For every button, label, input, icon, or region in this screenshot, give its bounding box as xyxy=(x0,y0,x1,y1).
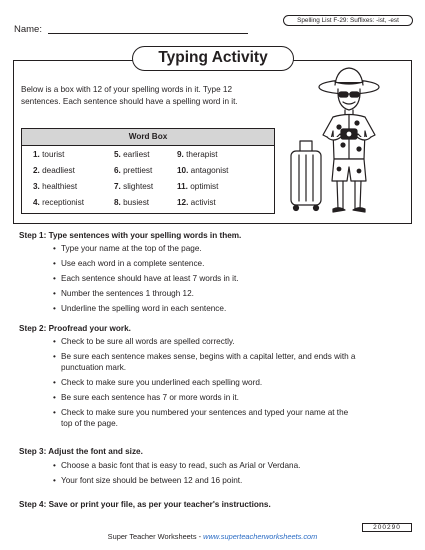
step-3-bullet: • Your font size should be between 12 and 16 point. xyxy=(61,475,391,486)
worksheet-code: 200290 xyxy=(362,523,412,532)
word-box-title: Word Box xyxy=(22,129,274,146)
step-1-bullet: • Number the sentences 1 through 12. xyxy=(61,288,391,299)
step-2-bullet: • Check to make sure you underlined each spelling word. xyxy=(61,377,391,388)
step-1-bullet: • Underline the spelling word in each sentence. xyxy=(61,303,391,314)
step-1-bullet: • Use each word in a complete sentence. xyxy=(61,258,391,269)
word-item: 4. receptionist xyxy=(33,198,84,207)
tourist-illustration xyxy=(283,63,405,221)
footer-text: Super Teacher Worksheets - xyxy=(107,532,204,541)
step-3-heading: Step 3: Adjust the font and size. xyxy=(19,447,143,456)
step-2-heading: Step 2: Proofread your work. xyxy=(19,324,131,333)
name-line xyxy=(48,33,248,34)
step-1-bullet: • Each sentence should have at least 7 words in it. xyxy=(61,273,391,284)
step-1-heading: Step 1: Type sentences with your spelling words in them. xyxy=(19,231,242,240)
word-item: 3. healthiest xyxy=(33,182,78,191)
word-item: 2. deadliest xyxy=(33,166,75,175)
footer-link[interactable]: www.superteacherworksheets.com xyxy=(203,532,318,541)
page-title: Typing Activity xyxy=(132,46,294,71)
name-label: Name: xyxy=(14,24,42,35)
word-item: 9. therapist xyxy=(177,150,218,159)
step-2-bullet: • Be sure each sentence makes sense, begins with a capital letter, and ends with a punctuation mark. xyxy=(61,351,371,373)
step-2-bullet: • Check to be sure all words are spelled correctly. xyxy=(61,336,391,347)
step-2-bullet: • Be sure each sentence has 7 or more words in it. xyxy=(61,392,391,403)
word-box xyxy=(21,128,275,214)
word-item: 8. busiest xyxy=(114,198,150,207)
word-item: 11. optimist xyxy=(177,182,219,191)
word-item: 10. antagonist xyxy=(177,166,229,175)
word-item: 1. tourist xyxy=(33,150,65,159)
intro-text: Below is a box with 12 of your spelling words in it. Type 12 sentences. Each sentence should have a spelling word in it. xyxy=(21,85,238,106)
word-item: 12. activist xyxy=(177,198,216,207)
step-3-bullet: • Choose a basic font that is easy to read, such as Arial or Verdana. xyxy=(61,460,391,471)
word-item: 5. earliest xyxy=(114,150,150,159)
footer xyxy=(0,532,425,541)
word-item: 7. slightest xyxy=(114,182,154,191)
word-item: 6. prettiest xyxy=(114,166,153,175)
spelling-list-tag: Spelling List F-29: Suffixes: -ist, -est xyxy=(283,15,413,26)
step-1-bullet: • Type your name at the top of the page. xyxy=(61,243,391,254)
step-2-bullet: • Check to make sure you numbered your sentences and typed your name at the top of the page. xyxy=(61,407,361,429)
step-4-heading: Step 4: Save or print your file, as per your teacher's instructions. xyxy=(19,500,271,509)
